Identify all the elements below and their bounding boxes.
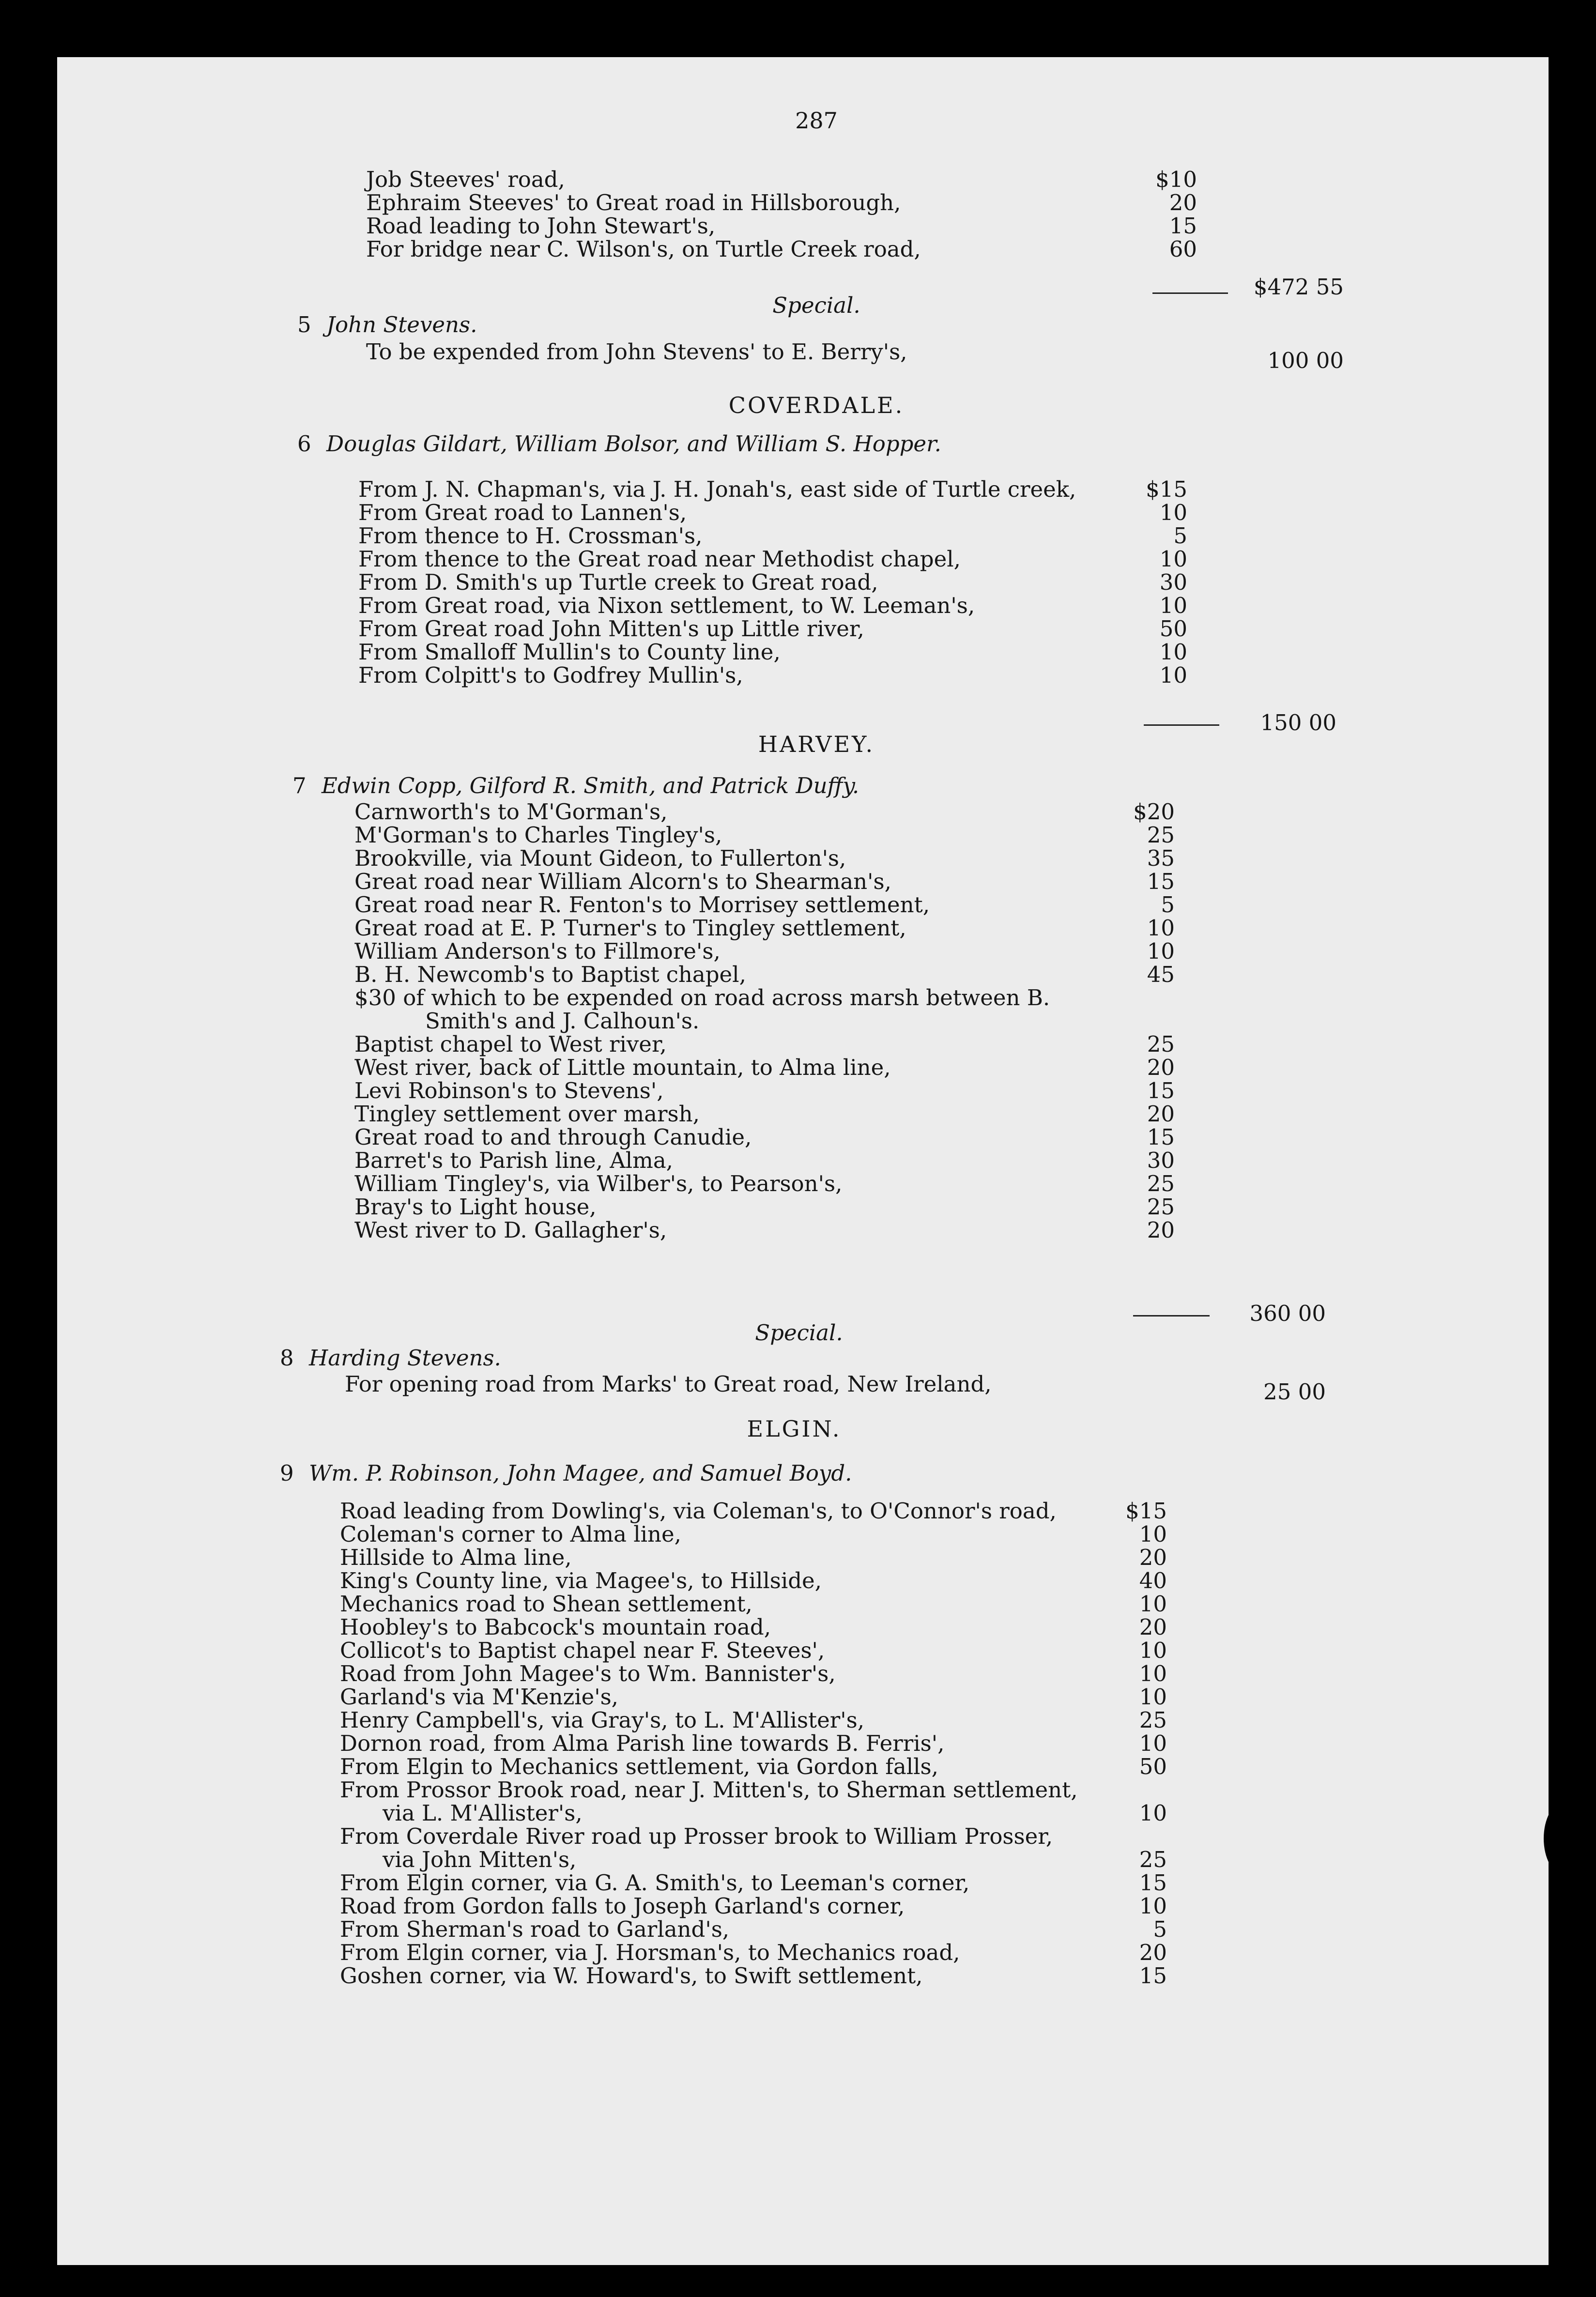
road-entry-description: Collicot's to Baptist chapel near F. Steeves', (340, 1638, 825, 1663)
commission-number: 7 (292, 773, 307, 798)
subtotal-rule (1144, 724, 1219, 726)
road-entry-description: Great road near R. Fenton's to Morrisey settlement, (354, 892, 930, 918)
commissioners-names: Edwin Copp, Gilford R. Smith, and Patrick Duffy. (322, 773, 859, 798)
document-page (57, 57, 1549, 2265)
road-entry-description: For bridge near C. Wilson's, on Turtle Creek road, (366, 236, 921, 262)
road-entry-description: Road from Gordon falls to Joseph Garland's corner, (340, 1893, 905, 1919)
road-entry-description: M'Gorman's to Charles Tingley's, (354, 822, 722, 848)
road-entry-amount: 15 (1147, 1124, 1175, 1150)
road-entry-description: From J. N. Chapman's, via J. H. Jonah's, east side of Turtle creek, (358, 476, 1076, 502)
road-entry-description: Coleman's corner to Alma line, (340, 1521, 681, 1547)
road-entry-description: Great road to and through Canudie, (354, 1124, 752, 1150)
road-entry-description: From Colpitt's to Godfrey Mullin's, (358, 662, 743, 688)
road-entry-amount: 35 (1147, 845, 1175, 871)
road-entry-description: From Smalloff Mullin's to County line, (358, 639, 781, 665)
road-entry-description: From D. Smith's up Turtle creek to Great road, (358, 569, 878, 595)
road-entry-description: Levi Robinson's to Stevens', (354, 1078, 664, 1103)
road-entry-amount: 25 (1139, 1847, 1167, 1872)
road-entry-description: William Tingley's, via Wilber's, to Pearson's, (354, 1171, 843, 1196)
road-entry-description: Hoobley's to Babcock's mountain road, (340, 1614, 771, 1640)
page-number: 287 (795, 107, 838, 134)
road-entry-amount: 5 (1161, 892, 1175, 918)
road-entry-description: Carnworth's to M'Gorman's, (354, 799, 668, 825)
road-entry-description: From Coverdale River road up Prosser brook to William Prosser, (340, 1823, 1053, 1849)
road-entry-description: Road leading from Dowling's, via Coleman's, to O'Connor's road, (340, 1498, 1057, 1524)
road-entry-description: Brookville, via Mount Gideon, to Fullerton's, (354, 845, 846, 871)
binding-hole (1544, 1802, 1584, 1875)
road-entry-amount: 10 (1147, 915, 1175, 941)
road-entry-amount: 10 (1147, 938, 1175, 964)
section-total: $472 55 (1253, 274, 1344, 300)
road-entry-continuation: Smith's and J. Calhoun's. (425, 1008, 700, 1034)
road-entry-description: B. H. Newcomb's to Baptist chapel, (354, 962, 746, 987)
road-entry-description: Great road near William Alcorn's to Shearman's, (354, 869, 891, 894)
section-total: 150 00 (1260, 710, 1336, 735)
road-entry-description: From Sherman's road to Garland's, (340, 1916, 730, 1942)
road-entry-amount: 25 (1147, 1031, 1175, 1057)
road-entry-amount: 20 (1147, 1217, 1175, 1243)
road-entry-amount: 10 (1139, 1661, 1167, 1686)
road-entry-amount: 5 (1153, 1916, 1167, 1942)
township-heading-coverdale: COVERDALE. (728, 392, 905, 418)
road-entry-description: King's County line, via Magee's, to Hillside, (340, 1568, 822, 1593)
road-entry-description: From Elgin corner, via G. A. Smith's, to Leeman's corner, (340, 1870, 970, 1896)
road-entry-amount: 10 (1139, 1893, 1167, 1919)
road-entry-amount: 15 (1147, 869, 1175, 894)
road-entry-amount: 25 (1147, 1194, 1175, 1220)
road-entry-amount: 20 (1147, 1055, 1175, 1080)
road-entry-amount: 10 (1159, 546, 1187, 572)
road-entry-continuation: via John Mitten's, (383, 1847, 577, 1872)
road-entry-amount: $10 (1155, 167, 1197, 192)
road-entry-amount: 5 (1173, 523, 1187, 549)
road-entry-description: From Great road John Mitten's up Little river, (358, 616, 864, 642)
township-heading-harvey: HARVEY. (758, 731, 875, 757)
road-entry-description: Garland's via M'Kenzie's, (340, 1684, 618, 1710)
road-entry-amount: 15 (1139, 1963, 1167, 1989)
subtotal-rule (1152, 292, 1228, 294)
special-heading: Special. (755, 1320, 843, 1346)
road-entry-description: From Great road to Lannen's, (358, 500, 687, 525)
commission-number: 8 (280, 1345, 294, 1371)
road-entry-amount: 10 (1139, 1591, 1167, 1617)
township-heading-elgin: ELGIN. (747, 1416, 842, 1442)
road-entry-description: Road from John Magee's to Wm. Bannister's, (340, 1661, 836, 1686)
commission-number: 9 (280, 1460, 294, 1486)
section-total: 25 00 (1263, 1379, 1326, 1405)
road-entry-amount: 50 (1159, 616, 1187, 642)
road-entry-amount: 25 (1147, 1171, 1175, 1196)
road-entry-description: Henry Campbell's, via Gray's, to L. M'Allister's, (340, 1707, 865, 1733)
commission-number: 5 (297, 312, 311, 337)
road-entry-amount: $15 (1146, 476, 1187, 502)
road-entry-amount: 50 (1139, 1754, 1167, 1779)
road-entry-description: Job Steeves' road, (366, 167, 565, 192)
road-entry-amount: $15 (1125, 1498, 1167, 1524)
road-entry-amount: 10 (1139, 1684, 1167, 1710)
road-entry-description: $30 of which to be expended on road across marsh between B. (354, 985, 1050, 1011)
road-entry-description: Dornon road, from Alma Parish line towards B. Ferris', (340, 1730, 945, 1756)
road-entry-amount: 25 (1147, 822, 1175, 848)
road-entry-amount: 45 (1147, 962, 1175, 987)
road-entry-amount: 20 (1139, 1940, 1167, 1965)
road-entry-description: From Prossor Brook road, near J. Mitten's, to Sherman settlement, (340, 1777, 1078, 1803)
road-entry-description: From Great road, via Nixon settlement, to W. Leeman's, (358, 593, 975, 618)
road-entry-amount: 60 (1169, 236, 1197, 262)
section-total: 360 00 (1249, 1301, 1326, 1326)
road-entry-description: Bray's to Light house, (354, 1194, 597, 1220)
road-entry-description: From Elgin to Mechanics settlement, via Gordon falls, (340, 1754, 938, 1779)
road-entry-amount: 20 (1169, 190, 1197, 215)
road-entry-description: Baptist chapel to West river, (354, 1031, 667, 1057)
road-entry-amount: 10 (1139, 1521, 1167, 1547)
road-entry-description: Tingley settlement over marsh, (354, 1101, 700, 1127)
road-entry-description: Mechanics road to Shean settlement, (340, 1591, 752, 1617)
commission-number: 6 (297, 431, 311, 457)
subtotal-rule (1133, 1315, 1210, 1317)
road-entry-amount: 20 (1147, 1101, 1175, 1127)
road-entry-amount: 40 (1139, 1568, 1167, 1593)
road-entry-amount: 30 (1159, 569, 1187, 595)
road-entry-amount: 20 (1139, 1545, 1167, 1570)
road-entry-description: Great road at E. P. Turner's to Tingley settlement, (354, 915, 906, 941)
road-entry-description: To be expended from John Stevens' to E. Berry's, (366, 339, 907, 365)
road-entry-amount: 30 (1147, 1148, 1175, 1173)
road-entry-amount: 25 (1139, 1707, 1167, 1733)
commissioners-names: Wm. P. Robinson, John Magee, and Samuel Boyd. (309, 1460, 852, 1486)
road-entry-description: For opening road from Marks' to Great road, New Ireland, (345, 1371, 992, 1397)
road-entry-description: Ephraim Steeves' to Great road in Hillsborough, (366, 190, 901, 215)
road-entry-amount: 10 (1139, 1730, 1167, 1756)
road-entry-amount: 10 (1159, 593, 1187, 618)
road-entry-description: From thence to H. Crossman's, (358, 523, 703, 549)
road-entry-amount: 10 (1159, 662, 1187, 688)
road-entry-description: Road leading to John Stewart's, (366, 213, 716, 239)
commissioners-names: Douglas Gildart, William Bolsor, and William S. Hopper. (326, 431, 941, 457)
road-entry-description: From thence to the Great road near Methodist chapel, (358, 546, 961, 572)
road-entry-description: Hillside to Alma line, (340, 1545, 572, 1570)
road-entry-continuation: via L. M'Allister's, (383, 1800, 583, 1826)
road-entry-amount: 10 (1139, 1638, 1167, 1663)
road-entry-amount: $20 (1133, 799, 1175, 825)
special-heading: Special. (772, 292, 860, 318)
road-entry-amount: 15 (1147, 1078, 1175, 1103)
road-entry-amount: 10 (1159, 500, 1187, 525)
road-entry-description: West river, back of Little mountain, to Alma line, (354, 1055, 891, 1080)
road-entry-amount: 15 (1139, 1870, 1167, 1896)
section-total: 100 00 (1267, 348, 1344, 373)
road-entry-amount: 10 (1139, 1800, 1167, 1826)
road-entry-amount: 15 (1169, 213, 1197, 239)
road-entry-description: Goshen corner, via W. Howard's, to Swift settlement, (340, 1963, 923, 1989)
road-entry-description: From Elgin corner, via J. Horsman's, to Mechanics road, (340, 1940, 960, 1965)
road-entry-amount: 10 (1159, 639, 1187, 665)
commissioners-names: John Stevens. (326, 312, 477, 337)
road-entry-description: William Anderson's to Fillmore's, (354, 938, 721, 964)
road-entry-description: Barret's to Parish line, Alma, (354, 1148, 673, 1173)
commissioners-names: Harding Stevens. (309, 1345, 501, 1371)
road-entry-description: West river to D. Gallagher's, (354, 1217, 667, 1243)
road-entry-amount: 20 (1139, 1614, 1167, 1640)
